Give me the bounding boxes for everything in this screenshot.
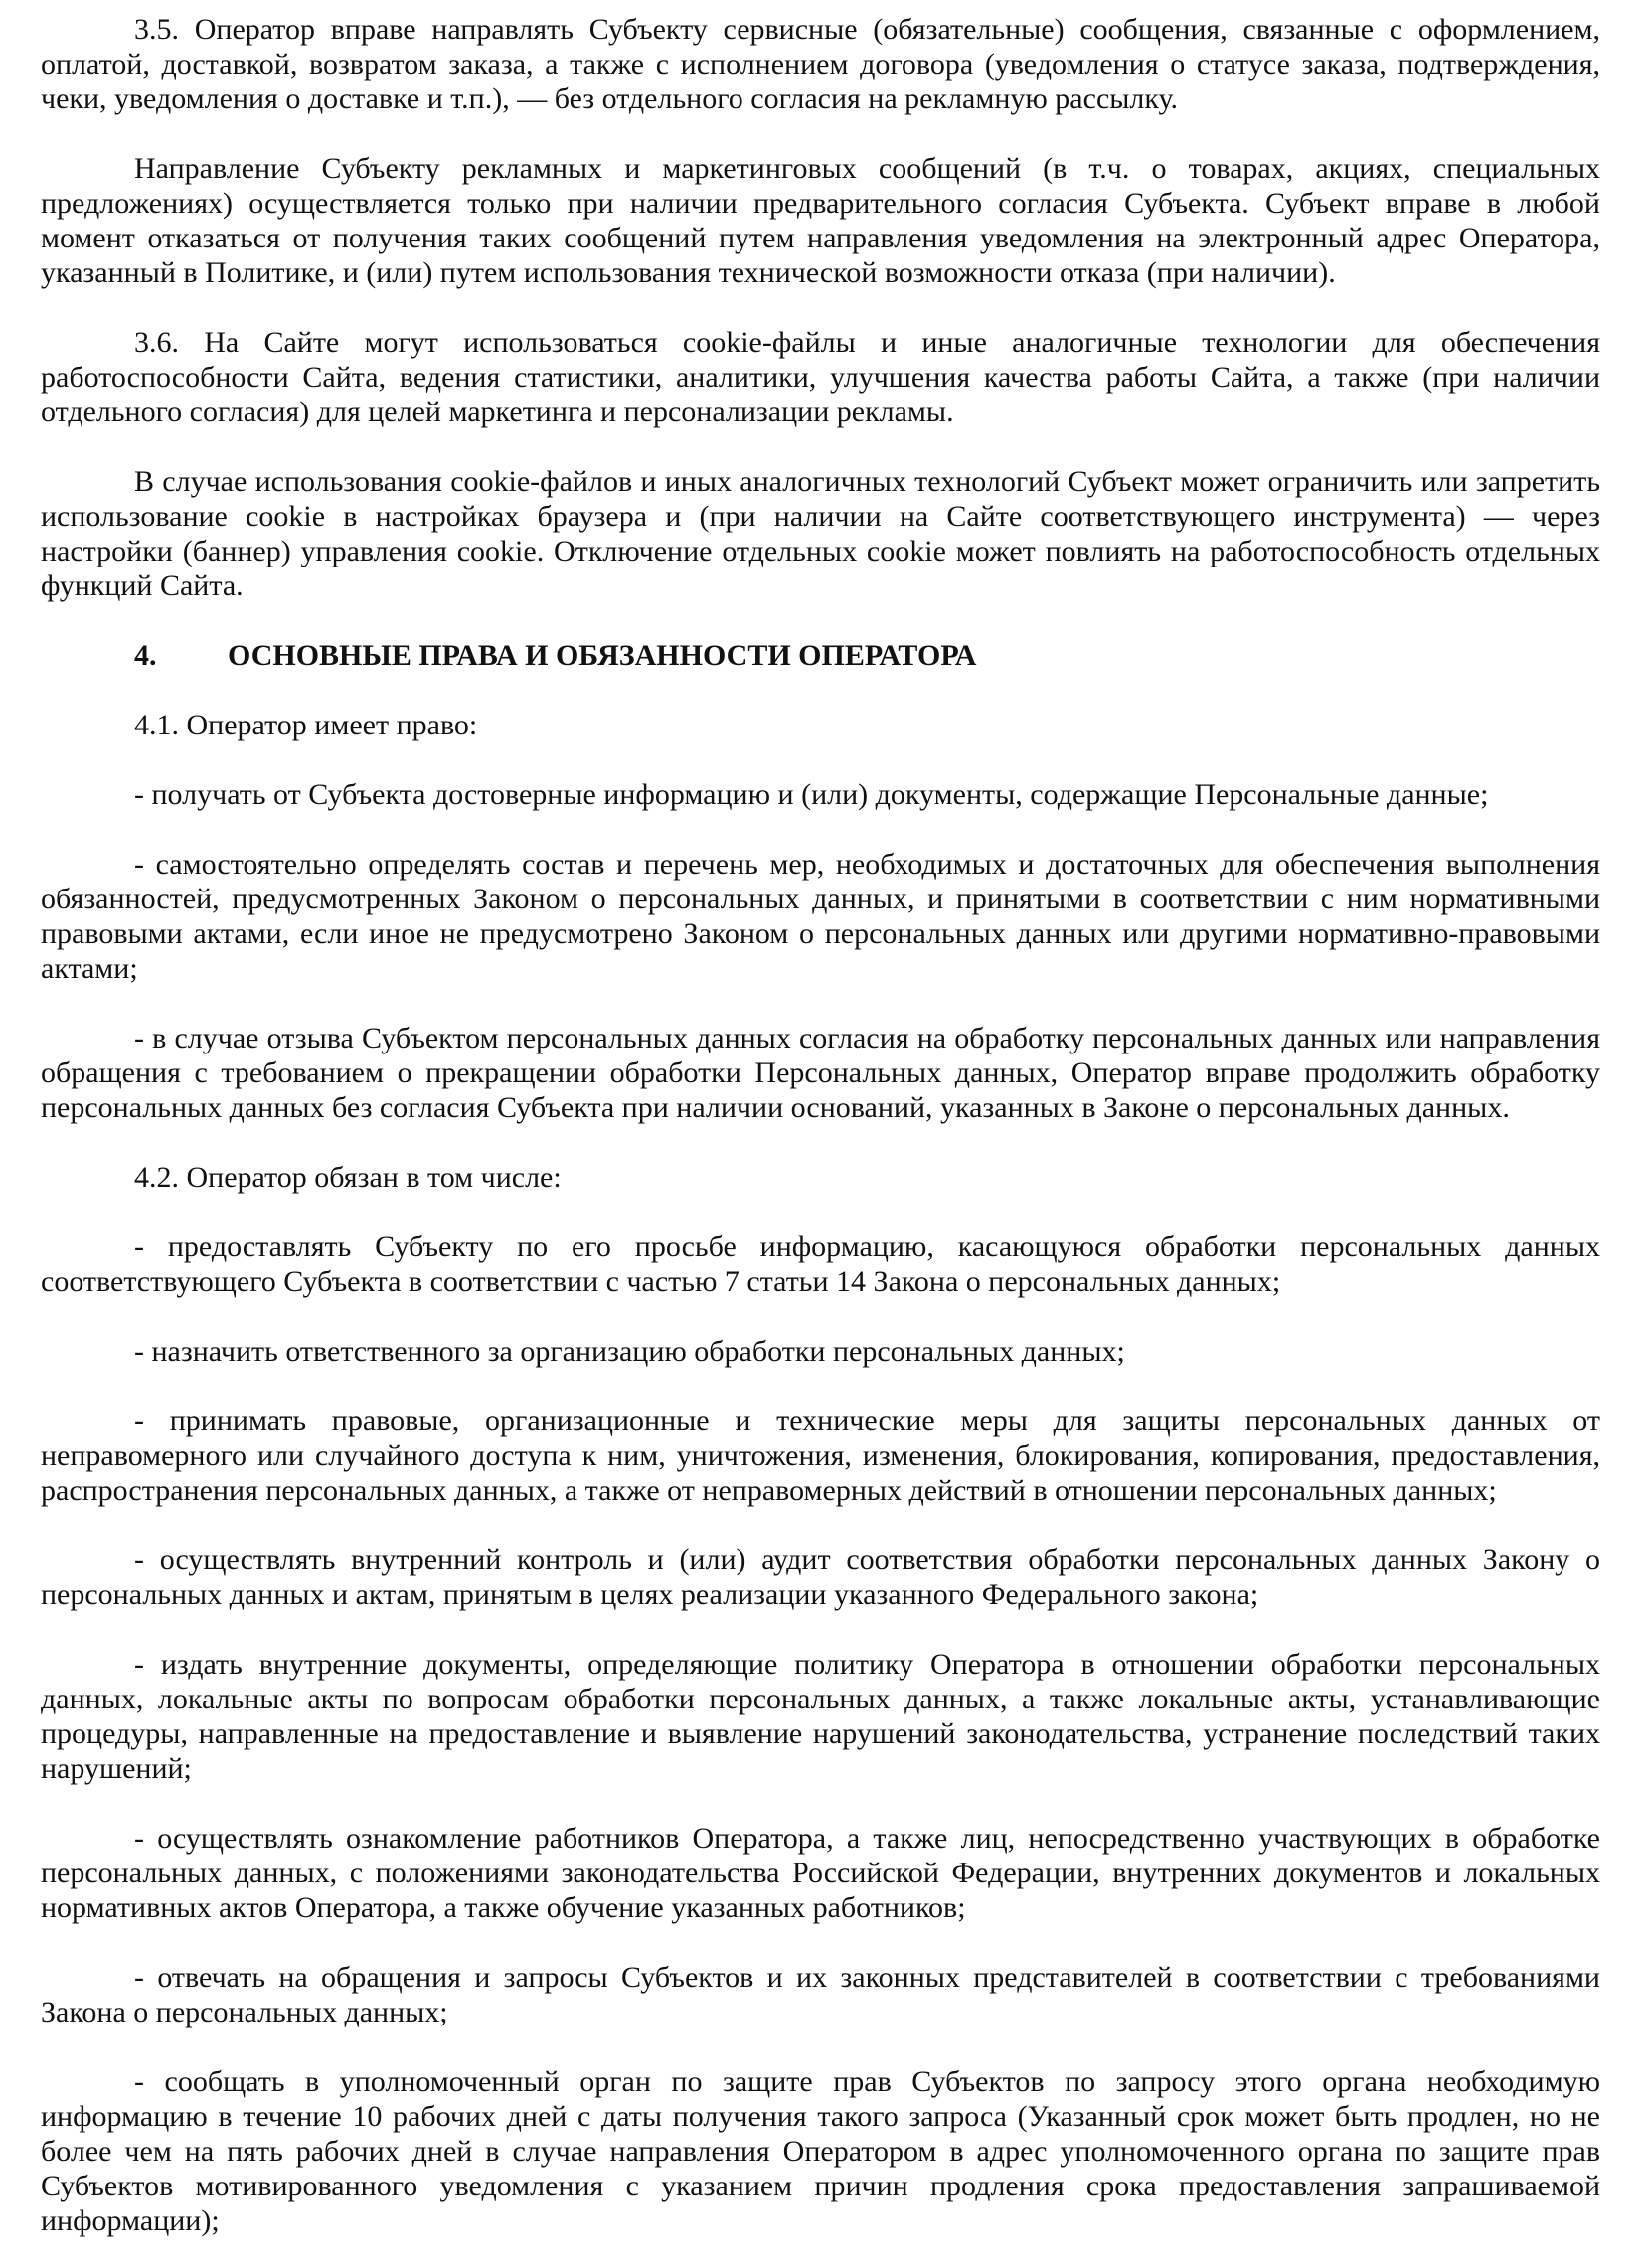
list-item: - назначить ответственного за организацию обработки персональных данных; bbox=[134, 1335, 1125, 1368]
document-page bbox=[41, 12, 1600, 2238]
paragraph-marketing-messages: Направление Субъекту рекламных и маркетинговых сообщений (в т.ч. о товарах, акциях, специальных предложениях) осуществляется только при наличии предварительного согласия Субъекта. Субъект вправе в любой момент отказаться от получения таких сообщений путем направления уведомления на электронный адрес Оператора, указанный в Политике, и (или) путем использования технической возможности отказа (при наличии). bbox=[41, 152, 1600, 289]
section-title: ОСНОВНЫЕ ПРАВА И ОБЯЗАННОСТИ ОПЕРАТОРА bbox=[228, 639, 977, 672]
list-item: - сообщать в уполномоченный орган по защите прав Субъектов по запросу этого органа необходимую информацию в течение 10 рабочих дней с даты получения такого запроса (Указанный срок может быть продлен, но не более чем на пять рабочих дней в случае направления Оператором в адрес уполномоченного органа по защите прав Субъектов мотивированного уведомления с указанием причин продления срока предоставления запрашиваемой информации); bbox=[41, 2065, 1600, 2237]
list-item: - осуществлять внутренний контроль и (или) аудит соответствия обработки персональных данных Закону о персональных данных и актам, принятым в целях реализации указанного Федерального закона; bbox=[41, 1543, 1600, 1611]
list-item: - в случае отзыва Субъектом персональных данных согласия на обработку персональных данных или направления обращения с требованием о прекращении обработки Персональных данных, Оператор вправе продолжить обработку персональных данных без согласия Субъекта при наличии оснований, указанных в Законе о персональных данных. bbox=[41, 1022, 1600, 1124]
list-item: - издать внутренние документы, определяющие политику Оператора в отношении обработки персональных данных, локальные акты по вопросам обработки персональных данных, а также локальные акты, устанавливающие процедуры, направленные на предоставление и выявление нарушений законодательства, устранение последствий таких нарушений; bbox=[41, 1648, 1600, 1785]
list-item: - предоставлять Субъекту по его просьбе информацию, касающуюся обработки персональных данных соответствующего Субъекта в соответствии с частью 7 статьи 14 Закона о персональных данных; bbox=[41, 1230, 1600, 1298]
paragraph-cookie-settings: В случае использования cookie-файлов и иных аналогичных технологий Субъект может ограничить или запретить использование cookie в настройках браузера и (при наличии на Сайте соответствующего инструмента) — через настройки (баннер) управления cookie. Отключение отдельных cookie может повлиять на работоспособность отдельных функций Сайта. bbox=[41, 465, 1600, 602]
paragraph-4-1: 4.1. Оператор имеет право: bbox=[134, 709, 478, 741]
paragraph-3-6: 3.6. На Сайте могут использоваться cookie-файлы и иные аналогичные технологии для обеспечения работоспособности Сайта, ведения статистики, аналитики, улучшения качества работы Сайта, а также (при наличии отдельного согласия) для целей маркетинга и персонализации рекламы. bbox=[41, 326, 1600, 428]
paragraph-4-2: 4.2. Оператор обязан в том числе: bbox=[134, 1161, 562, 1194]
paragraph-3-5: 3.5. Оператор вправе направлять Субъекту сервисные (обязательные) сообщения, связанные с оформлением, оплатой, доставкой, возвратом заказа, а также с исполнением договора (уведомления о статусе заказа, подтверждения, чеки, уведомления о доставке и т.п.), — без отдельного согласия на рекламную рассылку. bbox=[41, 13, 1600, 115]
section-number: 4. bbox=[134, 639, 157, 672]
list-item: - получать от Субъекта достоверные информацию и (или) документы, содержащие Персональные данные; bbox=[134, 778, 1489, 811]
list-item: - принимать правовые, организационные и технические меры для защиты персональных данных от неправомерного или случайного доступа к ним, уничтожения, изменения, блокирования, копирования, предоставления, распространения персональных данных, а также от неправомерных действий в отношении персональных данных; bbox=[41, 1404, 1600, 1507]
list-item: - самостоятельно определять состав и перечень мер, необходимых и достаточных для обеспечения выполнения обязанностей, предусмотренных Законом о персональных данных, и принятыми в соответствии с ним нормативными правовыми актами, если иное не предусмотрено Законом о персональных данных или другими нормативно-правовыми актами; bbox=[41, 848, 1600, 985]
list-item: - осуществлять ознакомление работников Оператора, а также лиц, непосредственно участвующих в обработке персональных данных, с положениями законодательства Российской Федерации, внутренних документов и локальных нормативных актов Оператора, а также обучение указанных работников; bbox=[41, 1822, 1600, 1924]
list-item: - отвечать на обращения и запросы Субъектов и их законных представителей в соответствии с требованиями Закона о персональных данных; bbox=[41, 1961, 1600, 2028]
section-heading bbox=[41, 638, 1600, 673]
